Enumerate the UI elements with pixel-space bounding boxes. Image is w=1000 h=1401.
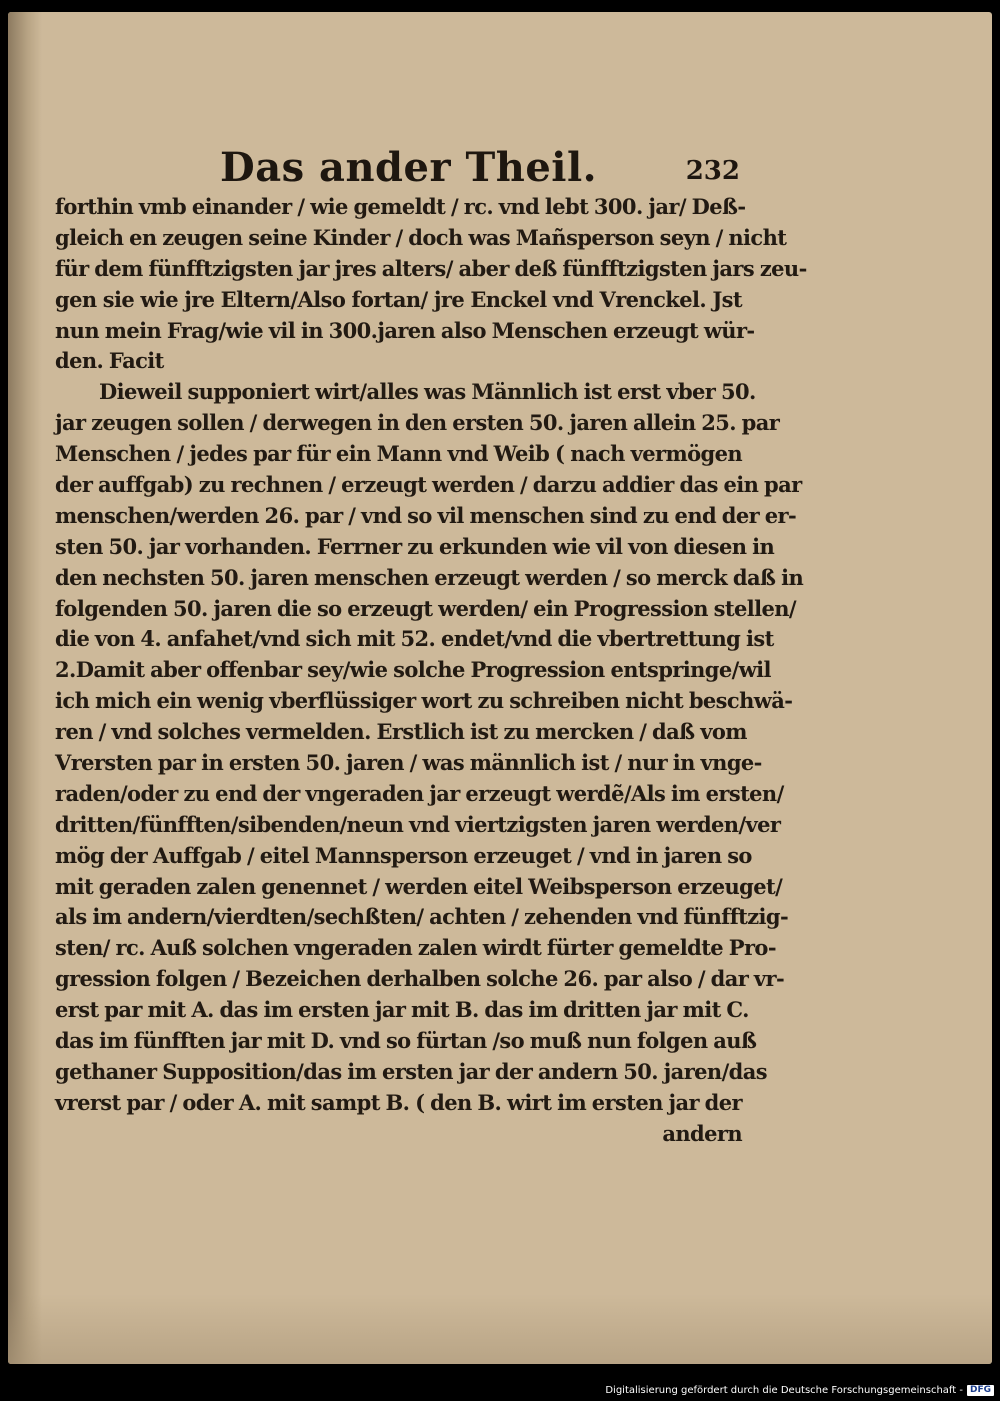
text-line: gleich en zeugen seine Kinder / doch was Mañsperson seyn / nicht xyxy=(55,224,787,250)
dfg-logo: DFG xyxy=(967,1385,994,1396)
text-line: für dem fünfftzigsten jar jres alters/ aber deß fünfftzigsten jars zeu- xyxy=(55,255,807,281)
text-line: gen sie wie jre Eltern/Also fortan/ jre Enckel vnd Vrenckel. Jst xyxy=(55,286,742,312)
text-line: erst par mit A. das im ersten jar mit B. das im dritten jar mit C. xyxy=(55,997,749,1023)
text-line: mög der Auffgab / eitel Mannsperson erzeuget / vnd in jaren so xyxy=(55,842,752,868)
text-line: die von 4. anfahet/vnd sich mit 52. endet/vnd die vbertrettung ist xyxy=(55,626,774,652)
body-text xyxy=(55,192,807,1150)
text-line: mit geraden zalen genennet / werden eitel Weibsperson erzeuget/ xyxy=(55,873,783,899)
text-line: folgenden 50. jaren die so erzeugt werden/ ein Progression stellen/ xyxy=(55,595,796,621)
text-line: nun mein Frag/wie vil in 300.jaren also Menschen erzeugt wür- xyxy=(55,317,755,343)
text-line: den nechsten 50. jaren menschen erzeugt werden / so merck daß in xyxy=(55,564,804,590)
text-line: der auffgab) zu rechnen / erzeugt werden / darzu addier das ein par xyxy=(55,472,802,498)
text-line: menschen/werden 26. par / vnd so vil menschen sind zu end der er- xyxy=(55,502,797,528)
text-line: sten 50. jar vorhanden. Ferrner zu erkunden wie vil von diesen in xyxy=(55,533,775,559)
text-line: gression folgen / Bezeichen derhalben solche 26. par also / dar vr- xyxy=(55,966,785,992)
text-line: jar zeugen sollen / derwegen in den ersten 50. jaren allein 25. par xyxy=(55,410,780,436)
text-line: raden/oder zu end der vngeraden jar erzeugt werdẽ/Als im ersten/ xyxy=(55,780,784,806)
text-line: sten/ rc. Auß solchen vngeraden zalen wirdt fürter gemeldte Pro- xyxy=(55,935,776,961)
text-line: vrerst par / oder A. mit sampt B. ( den B. wirt im ersten jar der xyxy=(55,1089,742,1115)
text-line: ren / vnd solches vermelden. Erstlich ist zu mercken / daß vom xyxy=(55,719,747,745)
text-line: forthin vmb einander / wie gemeldt / rc. vnd lebt 300. jar/ Deß- xyxy=(55,194,746,219)
text-line: als im andern/vierdten/sechßten/ achten / zehenden vnd fünfftzig- xyxy=(55,904,789,930)
text-line: den. Facit xyxy=(55,348,164,374)
digitization-credit xyxy=(605,1383,994,1397)
text-line: Dieweil supponiert wirt/alles was Männlich ist erst vber 50. xyxy=(99,379,756,405)
text-line: Vrersten par in ersten 50. jaren / was männlich ist / nur in vnge- xyxy=(55,750,762,776)
text-line: 2.Damit aber offenbar sey/wie solche Progression entspringe/wil xyxy=(55,657,771,683)
running-head: Das ander Theil. xyxy=(220,144,598,191)
text-line: dritten/fünfften/sibenden/neun vnd viertzigsten jaren werden/ver xyxy=(55,811,781,837)
text-line: das im fünfften jar mit D. vnd so fürtan /so muß nun folgen auß xyxy=(55,1028,757,1054)
text-line: ich mich ein wenig vberflüssiger wort zu schreiben nicht beschwä- xyxy=(55,688,793,714)
page-header xyxy=(220,144,740,194)
page-number: 232 xyxy=(685,156,740,186)
document-page xyxy=(8,12,992,1364)
credit-text: Digitalisierung gefördert durch die Deutsche Forschungsgemeinschaft - xyxy=(605,1384,963,1396)
text-line: Menschen / jedes par für ein Mann vnd Weib ( nach vermögen xyxy=(55,441,742,467)
catchword: andern xyxy=(662,1120,742,1146)
text-line: gethaner Supposition/das im ersten jar der andern 50. jaren/das xyxy=(55,1058,767,1084)
